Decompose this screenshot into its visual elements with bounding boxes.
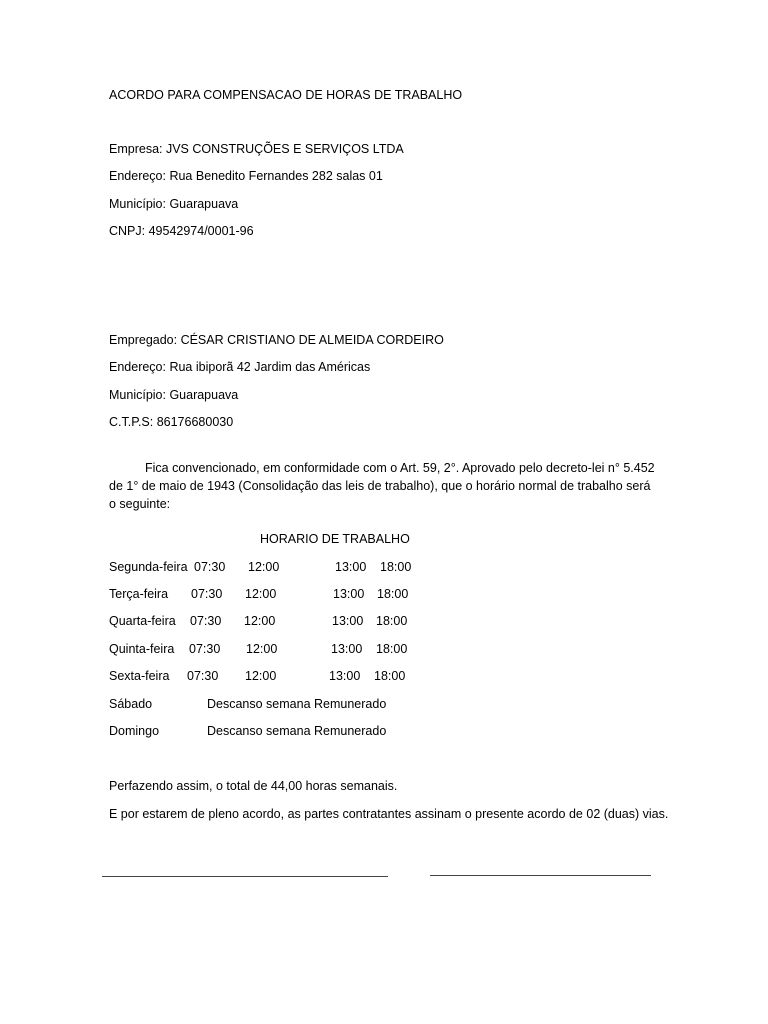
company-name: Empresa: JVS CONSTRUÇÕES E SERVIÇOS LTDA	[109, 142, 404, 156]
schedule-end: 18:00	[376, 642, 408, 656]
schedule-end: 18:00	[377, 587, 409, 601]
schedule-start: 07:30	[194, 560, 226, 574]
intro-paragraph-text: Fica convencionado, em conformidade com o Art. 59, 2°. Aprovado pelo decreto-lei n° 5.452 de 1° de maio de 1943 (Consolidação das leis de trabalho), que o horário normal de trabalho será o seguinte:	[109, 461, 655, 511]
schedule-day: Terça-feira	[109, 587, 169, 601]
company-address: Endereço: Rua Benedito Fernandes 282 salas 01	[109, 169, 383, 183]
schedule-start: 07:30	[190, 614, 222, 628]
schedule-lunch-in: 13:00	[333, 587, 365, 601]
schedule-rest-note: Descanso semana Remunerado	[207, 724, 387, 738]
schedule-lunch-out: 12:00	[244, 614, 276, 628]
schedule-end: 18:00	[374, 669, 406, 683]
schedule-start: 07:30	[191, 587, 223, 601]
schedule-lunch-out: 12:00	[246, 642, 278, 656]
schedule-day: Sábado	[109, 697, 153, 711]
schedule-lunch-in: 13:00	[329, 669, 361, 683]
schedule-lunch-in: 13:00	[335, 560, 367, 574]
schedule-lunch-in: 13:00	[332, 614, 364, 628]
schedule-title: HORARIO DE TRABALHO	[260, 532, 410, 546]
company-municipality: Município: Guarapuava	[109, 197, 239, 211]
schedule-day: Quarta-feira	[109, 614, 176, 628]
schedule-lunch-out: 12:00	[245, 587, 277, 601]
closing-paragraph: E por estarem de pleno acordo, as partes contratantes assinam o presente acordo de 02 (duas) vias.	[109, 807, 669, 821]
signature-line-employer	[102, 876, 388, 877]
schedule-lunch-in: 13:00	[331, 642, 363, 656]
schedule-rest-note: Descanso semana Remunerado	[207, 697, 387, 711]
schedule-end: 18:00	[380, 560, 412, 574]
document-title: ACORDO PARA COMPENSACAO DE HORAS DE TRABALHO	[109, 88, 463, 102]
total-hours: Perfazendo assim, o total de 44,00 horas semanais.	[109, 779, 398, 793]
schedule-lunch-out: 12:00	[245, 669, 277, 683]
schedule-day: Domingo	[109, 724, 160, 738]
schedule-day: Sexta-feira	[109, 669, 170, 683]
employee-name: Empregado: CÉSAR CRISTIANO DE ALMEIDA CORDEIRO	[109, 333, 444, 347]
employee-address: Endereço: Rua ibiporã 42 Jardim das Américas	[109, 360, 371, 374]
schedule-end: 18:00	[376, 614, 408, 628]
schedule-day: Quinta-feira	[109, 642, 175, 656]
company-cnpj: CNPJ: 49542974/0001-96	[109, 224, 254, 238]
employee-ctps: C.T.P.S: 86176680030	[109, 415, 234, 429]
schedule-lunch-out: 12:00	[248, 560, 280, 574]
schedule-day: Segunda-feira	[109, 560, 188, 574]
signature-line-employee	[430, 875, 651, 876]
schedule-start: 07:30	[187, 669, 219, 683]
schedule-start: 07:30	[189, 642, 221, 656]
intro-paragraph	[109, 459, 657, 513]
employee-municipality: Município: Guarapuava	[109, 388, 239, 402]
